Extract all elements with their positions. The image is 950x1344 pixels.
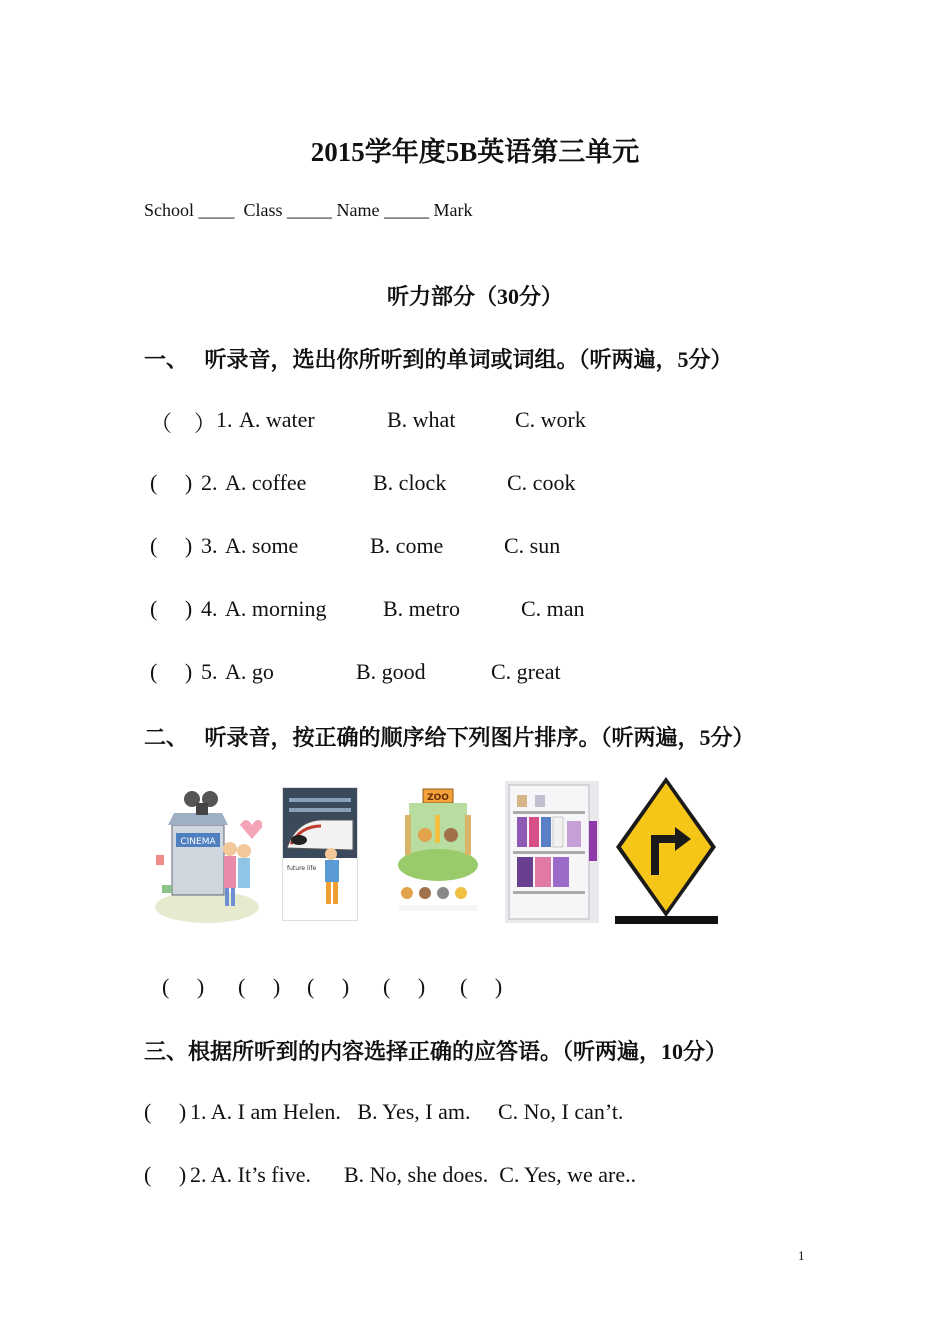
- option-c: C. sun: [504, 533, 561, 558]
- page-title: 2015学年度5B英语第三单元: [310, 137, 640, 167]
- answer-blank[interactable]: （ ）: [150, 411, 217, 436]
- option-b: B. clock: [373, 470, 447, 495]
- option-b: B. good: [356, 659, 426, 684]
- question-number: 2.: [201, 470, 218, 495]
- option-c: C. man: [521, 596, 585, 621]
- section2-heading: 二、 听录音，按正确的顺序给下列图片排序。（听两遍，5分）: [144, 725, 755, 750]
- option-a: A. go: [225, 659, 274, 684]
- option-c: C. work: [515, 407, 586, 432]
- option-a: A. coffee: [225, 470, 307, 495]
- answer-blank[interactable]: ( ): [150, 596, 193, 621]
- answer-blank[interactable]: ( ): [307, 974, 350, 999]
- option-a: A. water: [239, 407, 315, 432]
- answer-blank[interactable]: ( ): [150, 470, 193, 495]
- section1-heading: 一、 听录音，选出你所听到的单词或词组。（听两遍，5分）: [144, 347, 733, 372]
- option-b: B. come: [370, 533, 444, 558]
- picture-caption: future life: [287, 865, 317, 872]
- cinema-sign-text: CINEMA: [180, 837, 216, 847]
- option-c: C. great: [491, 659, 561, 684]
- question-text: 1. A. I am Helen. B. Yes, I am. C. No, I can’t.: [190, 1099, 624, 1124]
- answer-blank[interactable]: ( ): [150, 659, 193, 684]
- answer-blank[interactable]: ( ): [238, 974, 281, 999]
- turn-right-sign-picture: [615, 775, 718, 924]
- metro-train-picture: [282, 787, 358, 921]
- question-text: 2. A. It’s five. B. No, she does. C. Yes, we are..: [190, 1162, 637, 1187]
- question-number: 3.: [201, 533, 218, 558]
- option-b: B. what: [387, 407, 456, 432]
- section3-heading: 三、根据所听到的内容选择正确的应答语。（听两遍，10分）: [144, 1039, 728, 1064]
- listening-heading: 听力部分（30分）: [386, 284, 563, 309]
- question-number: 1.: [216, 407, 233, 432]
- question-number: 5.: [201, 659, 218, 684]
- clothes-shop-picture: [505, 781, 599, 923]
- answer-blank[interactable]: ( ): [144, 1099, 187, 1124]
- answer-blank[interactable]: ( ): [162, 974, 205, 999]
- option-a: A. some: [225, 533, 299, 558]
- zoo-picture: [395, 785, 481, 920]
- answer-blank[interactable]: ( ): [383, 974, 426, 999]
- option-a: A. morning: [225, 596, 327, 621]
- option-c: C. cook: [507, 470, 576, 495]
- cinema-picture: [152, 785, 262, 925]
- answer-blank[interactable]: ( ): [460, 974, 503, 999]
- answer-blank[interactable]: ( ): [150, 533, 193, 558]
- zoo-sign-text: ZOO: [427, 793, 449, 803]
- question-number: 4.: [201, 596, 218, 621]
- student-info-line: School ____ Class _____ Name _____ Mark: [144, 200, 473, 220]
- answer-blank[interactable]: ( ): [144, 1162, 187, 1187]
- option-b: B. metro: [383, 596, 460, 621]
- page-number: 1: [798, 1248, 805, 1263]
